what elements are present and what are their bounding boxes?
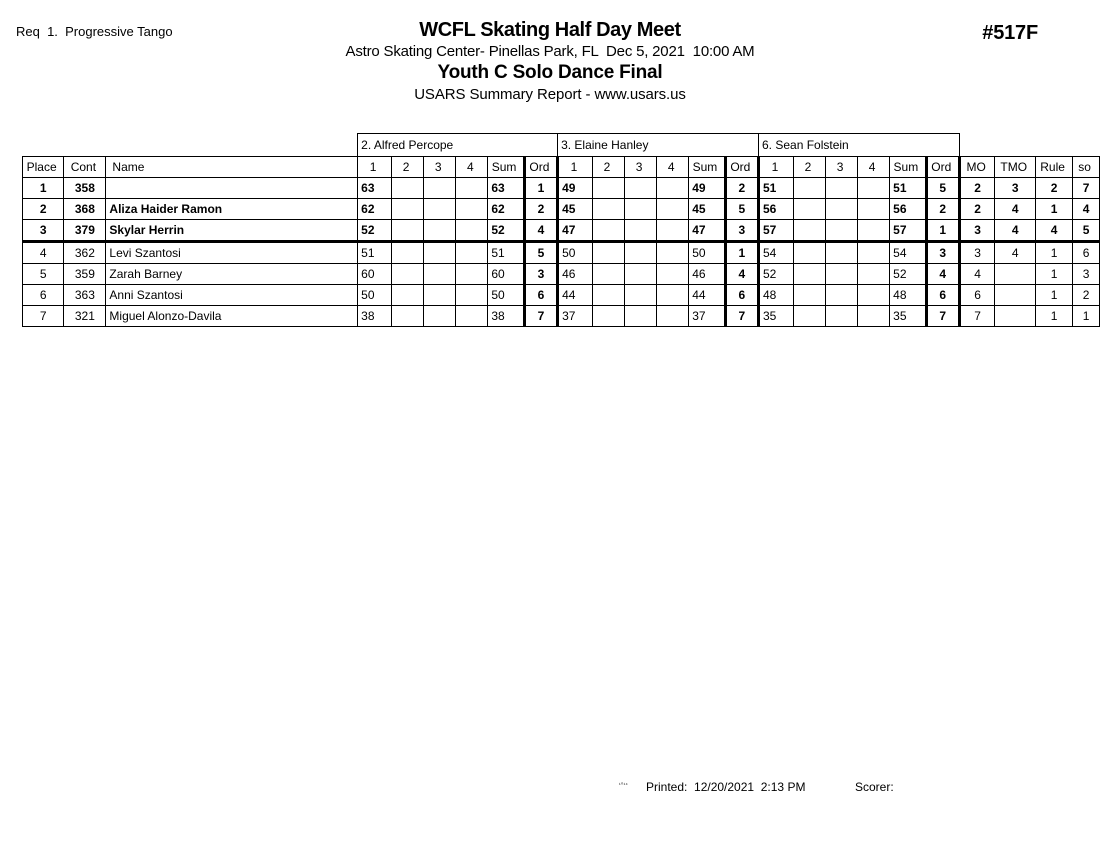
cell-mo: 3 xyxy=(959,242,994,264)
cell-place: 6 xyxy=(23,285,64,306)
printed-timestamp: Printed: 12/20/2021 2:13 PM xyxy=(646,780,806,794)
cell-name: Levi Szantosi xyxy=(106,242,358,264)
cell-j3-ord: 5 xyxy=(926,178,959,199)
cell-j3-score-3 xyxy=(825,178,857,199)
header-j2-ord: Ord xyxy=(725,157,758,178)
cell-j3-score-4 xyxy=(858,220,890,242)
report-line: USARS Summary Report - www.usars.us xyxy=(414,86,686,103)
cell-mo: 7 xyxy=(959,306,994,327)
header-j1-score-4: 4 xyxy=(456,157,488,178)
header-j2-score-4: 4 xyxy=(657,157,689,178)
cell-mo: 4 xyxy=(959,264,994,285)
cell-j1-score-1: 52 xyxy=(358,220,392,242)
cell-so: 1 xyxy=(1073,306,1100,327)
cell-j1-sum: 60 xyxy=(488,264,524,285)
header-j2-score-2: 2 xyxy=(592,157,624,178)
cell-j2-score-2 xyxy=(592,306,624,327)
cell-rule: 1 xyxy=(1036,264,1073,285)
cell-j1-score-3 xyxy=(424,242,456,264)
cell-j3-score-1: 35 xyxy=(759,306,794,327)
cell-j2-sum: 44 xyxy=(689,285,725,306)
cell-j1-score-4 xyxy=(456,220,488,242)
cell-mo: 2 xyxy=(959,199,994,220)
cell-j1-score-1: 51 xyxy=(358,242,392,264)
cell-j3-sum: 35 xyxy=(890,306,926,327)
cell-place: 3 xyxy=(23,220,64,242)
table-row xyxy=(23,178,1100,199)
event-title: Youth C Solo Dance Final xyxy=(437,62,663,83)
cell-j1-score-2 xyxy=(392,220,424,242)
cell-j3-sum: 52 xyxy=(890,264,926,285)
cell-so: 5 xyxy=(1073,220,1100,242)
header-j3-sum: Sum xyxy=(890,157,926,178)
cell-j2-score-3 xyxy=(625,220,657,242)
header-j3-score-3: 3 xyxy=(825,157,857,178)
cell-j2-sum: 50 xyxy=(689,242,725,264)
cell-j1-score-3 xyxy=(424,199,456,220)
header-place: Place xyxy=(23,157,64,178)
venue-line: Astro Skating Center- Pinellas Park, FL Dec 5, 2021 10:00 AM xyxy=(345,43,755,60)
cell-name: Zarah Barney xyxy=(106,264,358,285)
cell-cont: 379 xyxy=(64,220,106,242)
cell-place: 1 xyxy=(23,178,64,199)
cell-j2-score-1: 37 xyxy=(558,306,593,327)
cell-j3-score-2 xyxy=(793,264,825,285)
cell-j3-score-2 xyxy=(793,199,825,220)
table-row xyxy=(23,306,1100,327)
cell-j3-score-2 xyxy=(793,306,825,327)
cell-j2-score-1: 47 xyxy=(558,220,593,242)
cell-place: 4 xyxy=(23,242,64,264)
cell-j2-score-2 xyxy=(592,220,624,242)
cell-j3-score-3 xyxy=(825,285,857,306)
cell-j2-ord: 1 xyxy=(725,242,758,264)
cell-name: Miguel Alonzo-Davila xyxy=(106,306,358,327)
cell-cont: 368 xyxy=(64,199,106,220)
cell-j1-ord: 6 xyxy=(524,285,557,306)
cell-j1-score-4 xyxy=(456,178,488,199)
header-j1-ord: Ord xyxy=(524,157,557,178)
cell-j3-sum: 48 xyxy=(890,285,926,306)
judge-banner-spacer xyxy=(1073,134,1100,157)
event-number: #517F xyxy=(982,22,1038,44)
cell-j1-score-3 xyxy=(424,178,456,199)
cell-j3-score-4 xyxy=(858,285,890,306)
cell-j2-score-4 xyxy=(657,178,689,199)
header-j1-score-3: 3 xyxy=(424,157,456,178)
cell-j3-score-1: 57 xyxy=(759,220,794,242)
requirement-label: Req 1. Progressive Tango xyxy=(16,24,173,39)
cell-tmo xyxy=(995,285,1036,306)
cell-place: 2 xyxy=(23,199,64,220)
cell-j2-score-3 xyxy=(625,178,657,199)
cell-rule: 1 xyxy=(1036,306,1073,327)
cell-so: 3 xyxy=(1073,264,1100,285)
cell-mo: 3 xyxy=(959,220,994,242)
cell-j2-score-3 xyxy=(625,199,657,220)
cell-j3-score-3 xyxy=(825,199,857,220)
footer-mark: ¹⁰¹⁴ xyxy=(619,782,629,788)
cell-tmo: 4 xyxy=(995,220,1036,242)
header-j1-score-2: 2 xyxy=(392,157,424,178)
cell-j3-ord: 3 xyxy=(926,242,959,264)
cell-j3-score-2 xyxy=(793,285,825,306)
cell-j1-score-2 xyxy=(392,242,424,264)
cell-j2-sum: 46 xyxy=(689,264,725,285)
header-j1-score-1: 1 xyxy=(358,157,392,178)
cell-j1-ord: 4 xyxy=(524,220,557,242)
cell-name: Aliza Haider Ramon xyxy=(106,199,358,220)
cell-j3-ord: 2 xyxy=(926,199,959,220)
cell-j1-score-2 xyxy=(392,178,424,199)
cell-name: Skylar Herrin xyxy=(106,220,358,242)
header-j2-sum: Sum xyxy=(689,157,725,178)
cell-so: 4 xyxy=(1073,199,1100,220)
cell-j2-sum: 37 xyxy=(689,306,725,327)
cell-cont: 363 xyxy=(64,285,106,306)
cell-j1-ord: 7 xyxy=(524,306,557,327)
cell-j1-score-1: 60 xyxy=(358,264,392,285)
cell-j1-score-1: 50 xyxy=(358,285,392,306)
cell-j2-score-3 xyxy=(625,242,657,264)
header-rule: Rule xyxy=(1036,157,1073,178)
cell-place: 7 xyxy=(23,306,64,327)
cell-j1-ord: 3 xyxy=(524,264,557,285)
cell-tmo: 4 xyxy=(995,199,1036,220)
cell-j3-sum: 51 xyxy=(890,178,926,199)
cell-j3-sum: 57 xyxy=(890,220,926,242)
cell-place: 5 xyxy=(23,264,64,285)
header-j1-sum: Sum xyxy=(488,157,524,178)
header-mo: MO xyxy=(959,157,994,178)
cell-tmo xyxy=(995,306,1036,327)
header-j3-ord: Ord xyxy=(926,157,959,178)
cell-so: 7 xyxy=(1073,178,1100,199)
cell-j3-score-3 xyxy=(825,306,857,327)
cell-j1-score-3 xyxy=(424,306,456,327)
cell-rule: 1 xyxy=(1036,199,1073,220)
table-row xyxy=(23,264,1100,285)
cell-j1-score-4 xyxy=(456,199,488,220)
judge-banner-spacer xyxy=(995,134,1036,157)
header-j2-score-1: 1 xyxy=(558,157,593,178)
cell-j1-score-4 xyxy=(456,264,488,285)
cell-j1-sum: 63 xyxy=(488,178,524,199)
cell-j3-score-4 xyxy=(858,199,890,220)
cell-cont: 362 xyxy=(64,242,106,264)
cell-j2-score-3 xyxy=(625,264,657,285)
cell-j3-score-1: 56 xyxy=(759,199,794,220)
header-so: so xyxy=(1073,157,1100,178)
column-header-row xyxy=(23,157,1100,178)
table-row xyxy=(23,285,1100,306)
cell-j2-score-4 xyxy=(657,199,689,220)
cell-j2-score-4 xyxy=(657,285,689,306)
cell-j2-score-1: 49 xyxy=(558,178,593,199)
judge-banner-row xyxy=(23,134,1100,157)
judge-banner-spacer xyxy=(106,134,358,157)
cell-cont: 359 xyxy=(64,264,106,285)
cell-j1-score-2 xyxy=(392,285,424,306)
results-table xyxy=(22,133,1100,327)
header-j3-score-2: 2 xyxy=(793,157,825,178)
cell-j3-score-4 xyxy=(858,306,890,327)
cell-j1-score-4 xyxy=(456,242,488,264)
cell-j2-score-1: 44 xyxy=(558,285,593,306)
cell-j1-score-3 xyxy=(424,264,456,285)
cell-j2-score-4 xyxy=(657,306,689,327)
title-block xyxy=(0,20,1100,102)
cell-tmo xyxy=(995,264,1036,285)
cell-j2-score-3 xyxy=(625,285,657,306)
cell-j3-score-1: 54 xyxy=(759,242,794,264)
cell-j3-score-2 xyxy=(793,178,825,199)
cell-j2-score-4 xyxy=(657,264,689,285)
cell-j3-score-1: 48 xyxy=(759,285,794,306)
cell-mo: 6 xyxy=(959,285,994,306)
cell-j2-score-2 xyxy=(592,264,624,285)
cell-j3-ord: 6 xyxy=(926,285,959,306)
cell-j3-ord: 4 xyxy=(926,264,959,285)
cell-j3-score-2 xyxy=(793,242,825,264)
judge-name-3: 6. Sean Folstein xyxy=(759,134,960,157)
cell-j3-ord: 1 xyxy=(926,220,959,242)
judge-name-1: 2. Alfred Percope xyxy=(358,134,558,157)
cell-name xyxy=(106,178,358,199)
cell-j1-score-2 xyxy=(392,264,424,285)
header-j3-score-4: 4 xyxy=(858,157,890,178)
cell-j2-ord: 5 xyxy=(725,199,758,220)
meet-title: WCFL Skating Half Day Meet xyxy=(419,19,681,41)
cell-j2-score-4 xyxy=(657,242,689,264)
table-row xyxy=(23,220,1100,242)
table-row xyxy=(23,242,1100,264)
cell-j3-ord: 7 xyxy=(926,306,959,327)
header-cont: Cont xyxy=(64,157,106,178)
cell-j1-score-2 xyxy=(392,199,424,220)
judge-name-2: 3. Elaine Hanley xyxy=(558,134,759,157)
judge-banner-spacer xyxy=(1036,134,1073,157)
cell-rule: 1 xyxy=(1036,285,1073,306)
cell-rule: 1 xyxy=(1036,242,1073,264)
judge-banner-spacer xyxy=(64,134,106,157)
judge-banner-spacer xyxy=(23,134,64,157)
cell-j2-score-3 xyxy=(625,306,657,327)
cell-j2-ord: 4 xyxy=(725,264,758,285)
cell-j2-score-2 xyxy=(592,242,624,264)
cell-j1-ord: 2 xyxy=(524,199,557,220)
cell-j2-score-4 xyxy=(657,220,689,242)
cell-j3-score-4 xyxy=(858,178,890,199)
cell-j2-ord: 3 xyxy=(725,220,758,242)
cell-j3-score-2 xyxy=(793,220,825,242)
cell-j1-ord: 1 xyxy=(524,178,557,199)
header-j2-score-3: 3 xyxy=(625,157,657,178)
cell-j2-score-2 xyxy=(592,199,624,220)
cell-so: 2 xyxy=(1073,285,1100,306)
cell-j3-score-4 xyxy=(858,264,890,285)
cell-j1-score-1: 38 xyxy=(358,306,392,327)
cell-j1-score-1: 62 xyxy=(358,199,392,220)
cell-rule: 2 xyxy=(1036,178,1073,199)
cell-j1-sum: 62 xyxy=(488,199,524,220)
cell-j1-score-4 xyxy=(456,306,488,327)
scorer-label: Scorer: xyxy=(855,780,894,794)
cell-j3-score-1: 51 xyxy=(759,178,794,199)
cell-j2-score-2 xyxy=(592,285,624,306)
cell-j3-score-3 xyxy=(825,220,857,242)
cell-j1-score-2 xyxy=(392,306,424,327)
cell-j2-score-1: 50 xyxy=(558,242,593,264)
header-tmo: TMO xyxy=(995,157,1036,178)
cell-j1-sum: 52 xyxy=(488,220,524,242)
header-name: Name xyxy=(106,157,358,178)
table-row xyxy=(23,199,1100,220)
cell-j1-ord: 5 xyxy=(524,242,557,264)
header-j3-score-1: 1 xyxy=(759,157,794,178)
cell-j3-score-4 xyxy=(858,242,890,264)
cell-j3-sum: 56 xyxy=(890,199,926,220)
cell-j1-sum: 50 xyxy=(488,285,524,306)
cell-j1-sum: 38 xyxy=(488,306,524,327)
cell-j3-sum: 54 xyxy=(890,242,926,264)
cell-j1-score-1: 63 xyxy=(358,178,392,199)
judge-banner-spacer xyxy=(959,134,994,157)
cell-j2-ord: 7 xyxy=(725,306,758,327)
cell-j3-score-3 xyxy=(825,264,857,285)
cell-j2-score-1: 46 xyxy=(558,264,593,285)
cell-so: 6 xyxy=(1073,242,1100,264)
cell-j1-score-3 xyxy=(424,220,456,242)
cell-j2-sum: 49 xyxy=(689,178,725,199)
cell-j1-score-3 xyxy=(424,285,456,306)
cell-j3-score-3 xyxy=(825,242,857,264)
cell-j2-score-2 xyxy=(592,178,624,199)
cell-j2-score-1: 45 xyxy=(558,199,593,220)
cell-rule: 4 xyxy=(1036,220,1073,242)
cell-cont: 321 xyxy=(64,306,106,327)
cell-j2-ord: 2 xyxy=(725,178,758,199)
cell-cont: 358 xyxy=(64,178,106,199)
cell-name: Anni Szantosi xyxy=(106,285,358,306)
cell-j1-sum: 51 xyxy=(488,242,524,264)
cell-tmo: 4 xyxy=(995,242,1036,264)
cell-mo: 2 xyxy=(959,178,994,199)
cell-j3-score-1: 52 xyxy=(759,264,794,285)
cell-j2-ord: 6 xyxy=(725,285,758,306)
cell-tmo: 3 xyxy=(995,178,1036,199)
cell-j2-sum: 47 xyxy=(689,220,725,242)
cell-j1-score-4 xyxy=(456,285,488,306)
cell-j2-sum: 45 xyxy=(689,199,725,220)
